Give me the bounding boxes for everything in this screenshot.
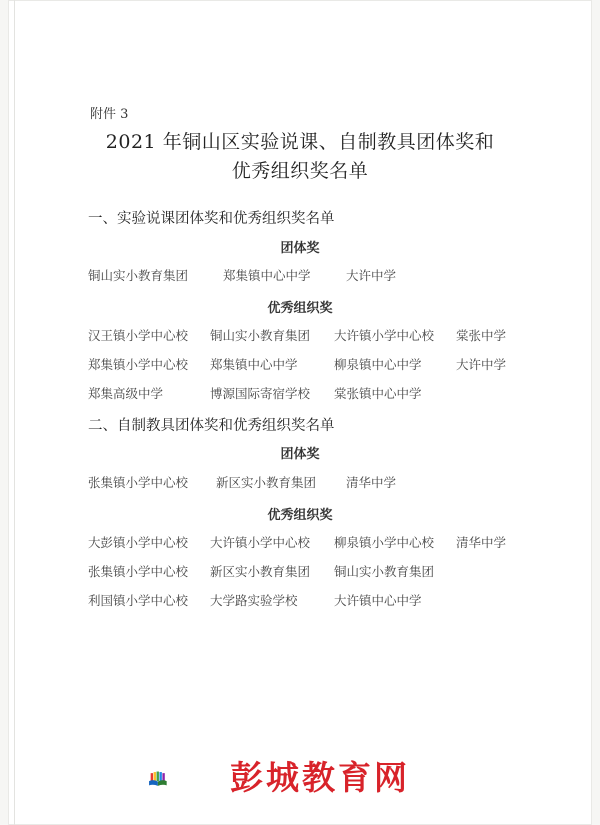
list-item: 张集镇小学中心校 bbox=[88, 564, 189, 579]
list-item: 郑集高级中学 bbox=[88, 386, 164, 401]
attachment-label: 附件 3 bbox=[90, 107, 129, 122]
section1-team-row bbox=[0, 266, 600, 284]
list-item: 清华中学 bbox=[456, 535, 507, 550]
section1-team-heading: 团体奖 bbox=[280, 241, 320, 256]
list-item: 郑集镇小学中心校 bbox=[88, 357, 189, 372]
list-item: 大许镇小学中心校 bbox=[334, 328, 435, 343]
list-item: 新区实小教育集团 bbox=[210, 564, 311, 579]
section1-org-row bbox=[0, 384, 600, 402]
watermark-text: 彭城教育网 bbox=[230, 758, 410, 797]
watermark-logo-icon bbox=[148, 748, 228, 810]
list-item: 大许中学 bbox=[346, 268, 397, 283]
section2-org-heading: 优秀组织奖 bbox=[267, 508, 333, 523]
list-item: 新区实小教育集团 bbox=[216, 475, 317, 490]
section1-heading: 一、实验说课团体奖和优秀组织奖名单 bbox=[88, 211, 335, 227]
list-item: 利国镇小学中心校 bbox=[88, 593, 189, 608]
section2-org-row bbox=[0, 591, 600, 609]
section1-org-heading: 优秀组织奖 bbox=[267, 301, 333, 316]
section2-org-row bbox=[0, 533, 600, 551]
list-item: 柳泉镇中心中学 bbox=[334, 357, 422, 372]
list-item: 清华中学 bbox=[346, 475, 397, 490]
section2-team-row bbox=[0, 473, 600, 491]
document-title-line2: 优秀组织奖名单 bbox=[231, 160, 369, 182]
list-item: 铜山实小教育集团 bbox=[88, 268, 189, 283]
list-item: 汉王镇小学中心校 bbox=[88, 328, 189, 343]
section1-org-row bbox=[0, 355, 600, 373]
list-item: 棠张中学 bbox=[456, 328, 507, 343]
section2-team-heading: 团体奖 bbox=[280, 447, 320, 462]
list-item: 大许镇小学中心校 bbox=[210, 535, 311, 550]
list-item: 郑集镇中心中学 bbox=[223, 268, 311, 283]
section2-org-row bbox=[0, 562, 600, 580]
list-item: 大彭镇小学中心校 bbox=[88, 535, 189, 550]
list-item: 张集镇小学中心校 bbox=[88, 475, 189, 490]
scan-edge-line bbox=[14, 0, 15, 825]
list-item: 郑集镇中心中学 bbox=[210, 357, 298, 372]
list-item: 棠张镇中心中学 bbox=[334, 386, 422, 401]
list-item: 铜山实小教育集团 bbox=[210, 328, 311, 343]
list-item: 铜山实小教育集团 bbox=[334, 564, 435, 579]
list-item: 柳泉镇小学中心校 bbox=[334, 535, 435, 550]
section1-org-row bbox=[0, 326, 600, 344]
list-item: 大学路实验学校 bbox=[210, 593, 298, 608]
list-item: 博源国际寄宿学校 bbox=[210, 386, 311, 401]
list-item: 大许中学 bbox=[456, 357, 507, 372]
list-item: 大许镇中心中学 bbox=[334, 593, 422, 608]
document-title-line1: 2021 年铜山区实验说课、自制教具团体奖和 bbox=[105, 131, 495, 153]
document-page bbox=[8, 0, 592, 825]
section2-heading: 二、自制教具团体奖和优秀组织奖名单 bbox=[88, 418, 335, 434]
